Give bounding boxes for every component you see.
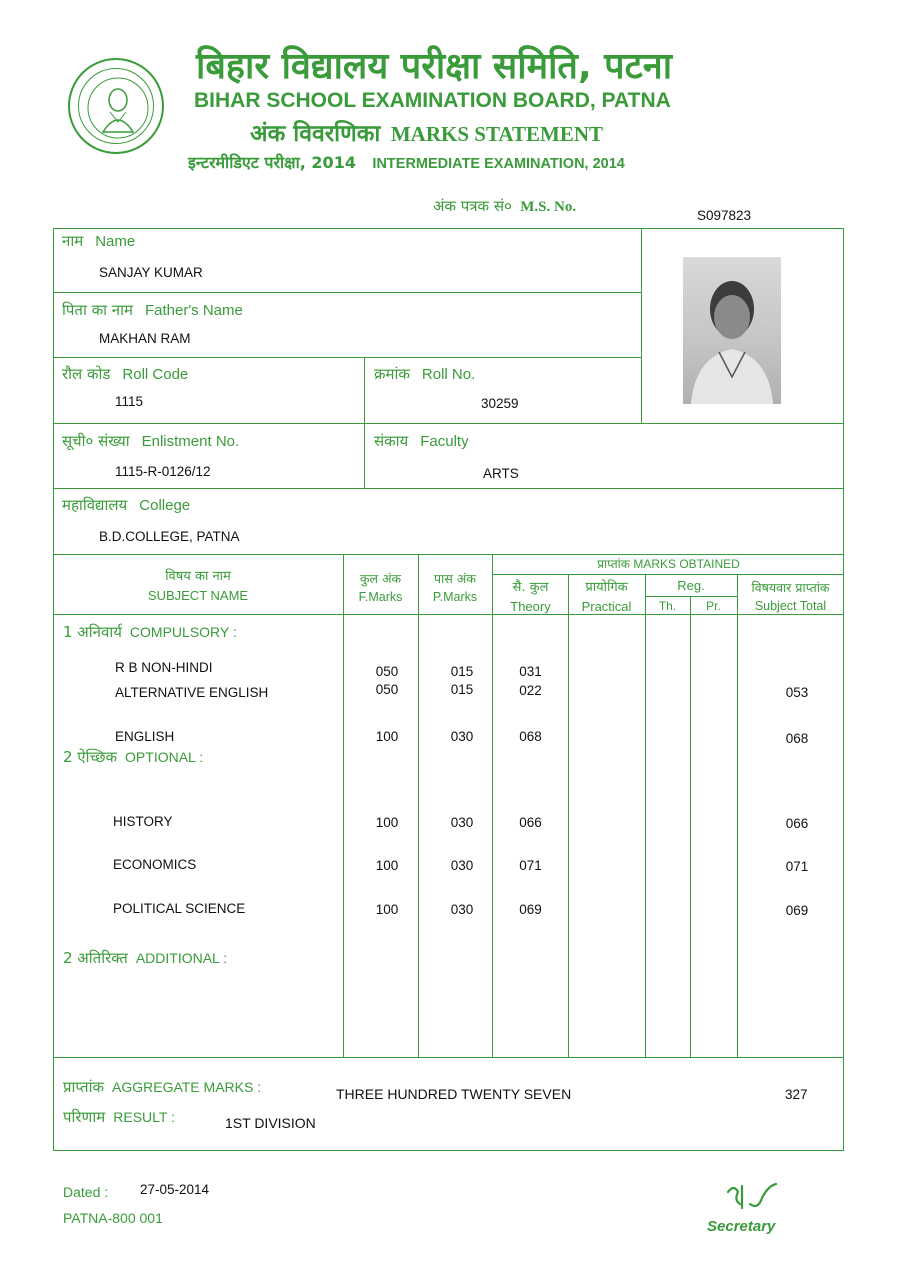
secretary-signature: [724, 1180, 780, 1221]
ms-number-value: S097823: [697, 208, 752, 223]
divider: [690, 596, 691, 1057]
college: B.D.COLLEGE, PATNA: [99, 529, 240, 544]
full-marks: 100: [375, 858, 399, 873]
student-photo: [683, 257, 781, 404]
name-label: नाम Name: [62, 232, 136, 250]
divider: [418, 554, 419, 1057]
divider: [53, 554, 844, 555]
theory-marks: 066: [519, 815, 542, 830]
theory-marks: 068: [519, 729, 542, 744]
statement-title-hindi: अंक विवरणिका: [250, 121, 381, 147]
father-name: MAKHAN RAM: [99, 331, 191, 346]
theory-marks: 031: [519, 664, 542, 679]
divider: [645, 574, 646, 1057]
full-marks: 100: [375, 729, 399, 744]
additional-section-label: 2 अतिरिक्त ADDITIONAL :: [63, 949, 228, 967]
pass-marks: 030: [450, 729, 474, 744]
theory-marks: 022: [519, 683, 542, 698]
aggregate-marks-total: 327: [785, 1087, 808, 1102]
faculty: ARTS: [483, 466, 519, 481]
board-seal-logo: [68, 58, 164, 154]
subject-name: R B NON-HINDI: [115, 660, 213, 675]
exam-title-hindi: इन्टरमीडिएट परीक्षा, 2014: [188, 153, 356, 172]
divider: [364, 357, 365, 488]
statement-title: [250, 116, 603, 148]
student-name: SANJAY KUMAR: [99, 265, 203, 280]
divider: [53, 1057, 844, 1058]
subject-total: 069: [785, 903, 809, 918]
optional-section-label: 2 ऐच्छिक OPTIONAL :: [63, 748, 204, 766]
pass-marks: 030: [450, 858, 474, 873]
subject-total: 066: [785, 816, 809, 831]
full-marks: 100: [375, 815, 399, 830]
subject-total: 053: [785, 685, 809, 700]
subject-name: HISTORY: [113, 814, 173, 829]
theory-marks: 071: [519, 858, 542, 873]
aggregate-marks-words: THREE HUNDRED TWENTY SEVEN: [336, 1086, 572, 1102]
subject-name: ECONOMICS: [113, 857, 197, 872]
exam-title-english: INTERMEDIATE EXAMINATION, 2014: [372, 156, 625, 172]
full-marks: 050: [375, 664, 399, 679]
subject-name-header: विषय का नाम SUBJECT NAME: [147, 569, 249, 603]
pass-marks-header: पास अंक P.Marks: [432, 571, 478, 604]
board-title-english: BIHAR SCHOOL EXAMINATION BOARD, PATNA: [194, 89, 671, 112]
divider: [568, 574, 569, 1057]
theory-marks: 069: [519, 902, 542, 917]
board-title-hindi: बिहार विद्यालय परीक्षा समिति, पटना: [196, 46, 673, 87]
roll-no-label: क्रमांक Roll No.: [374, 365, 476, 383]
marks-obtained-header: प्राप्तांक MARKS OBTAINED: [597, 557, 740, 571]
divider: [53, 292, 641, 293]
pass-marks: 030: [450, 902, 474, 917]
full-marks: 100: [375, 902, 399, 917]
dated-label: Dated :: [63, 1184, 109, 1200]
practical-header: प्रायोगिक Practical: [581, 580, 632, 614]
college-label: महाविद्यालय College: [62, 496, 191, 514]
full-marks: 050: [375, 682, 399, 697]
pass-marks: 030: [450, 815, 474, 830]
result-label: परिणाम RESULT :: [63, 1108, 175, 1126]
faculty-label: संकाय Faculty: [374, 432, 469, 450]
subject-name: POLITICAL SCIENCE: [113, 901, 246, 916]
roll-code-label: रौल कोड Roll Code: [62, 365, 189, 383]
theory-header: सै. कुल Theory: [510, 580, 551, 614]
divider: [53, 423, 844, 424]
aggregate-marks-label: प्राप्तांक AGGREGATE MARKS :: [63, 1078, 262, 1096]
divider: [492, 554, 493, 1057]
divider: [343, 554, 344, 1057]
full-marks-header: कुल अंक F.Marks: [358, 571, 403, 604]
reg-header: Reg.: [677, 578, 705, 593]
subject-total-header: विषयवार प्राप्तांक Subject Total: [751, 580, 830, 613]
subject-total: 068: [785, 731, 809, 746]
result-value: 1ST DIVISION: [225, 1115, 316, 1131]
reg-theory-header: Th.: [658, 599, 677, 613]
enlistment-no: 1115-R-0126/12: [115, 464, 211, 479]
divider: [641, 228, 642, 423]
subject-total: 071: [785, 859, 809, 874]
enlistment-label: सूची० संख्या Enlistment No.: [62, 432, 240, 450]
roll-code: 1115: [115, 394, 144, 409]
divider: [53, 357, 641, 358]
secretary-title: Secretary: [707, 1218, 776, 1235]
statement-title-english: MARKS STATEMENT: [390, 122, 604, 146]
divider: [53, 488, 844, 489]
roll-no: 30259: [481, 396, 519, 411]
issue-date: 27-05-2014: [140, 1182, 210, 1197]
pass-marks: 015: [450, 664, 474, 679]
father-name-label: पिता का नाम Father's Name: [62, 301, 243, 319]
exam-title: [188, 151, 625, 173]
subject-name: ENGLISH: [115, 729, 175, 744]
reg-practical-header: Pr.: [706, 599, 721, 613]
pass-marks: 015: [450, 682, 474, 697]
ms-number-label: अंक पत्रक सं० M.S. No.: [433, 197, 577, 215]
place: PATNA-800 001: [63, 1210, 163, 1226]
compulsory-section-label: 1 अनिवार्य COMPULSORY :: [63, 623, 237, 641]
divider: [493, 574, 844, 575]
subject-name: ALTERNATIVE ENGLISH: [115, 685, 269, 700]
